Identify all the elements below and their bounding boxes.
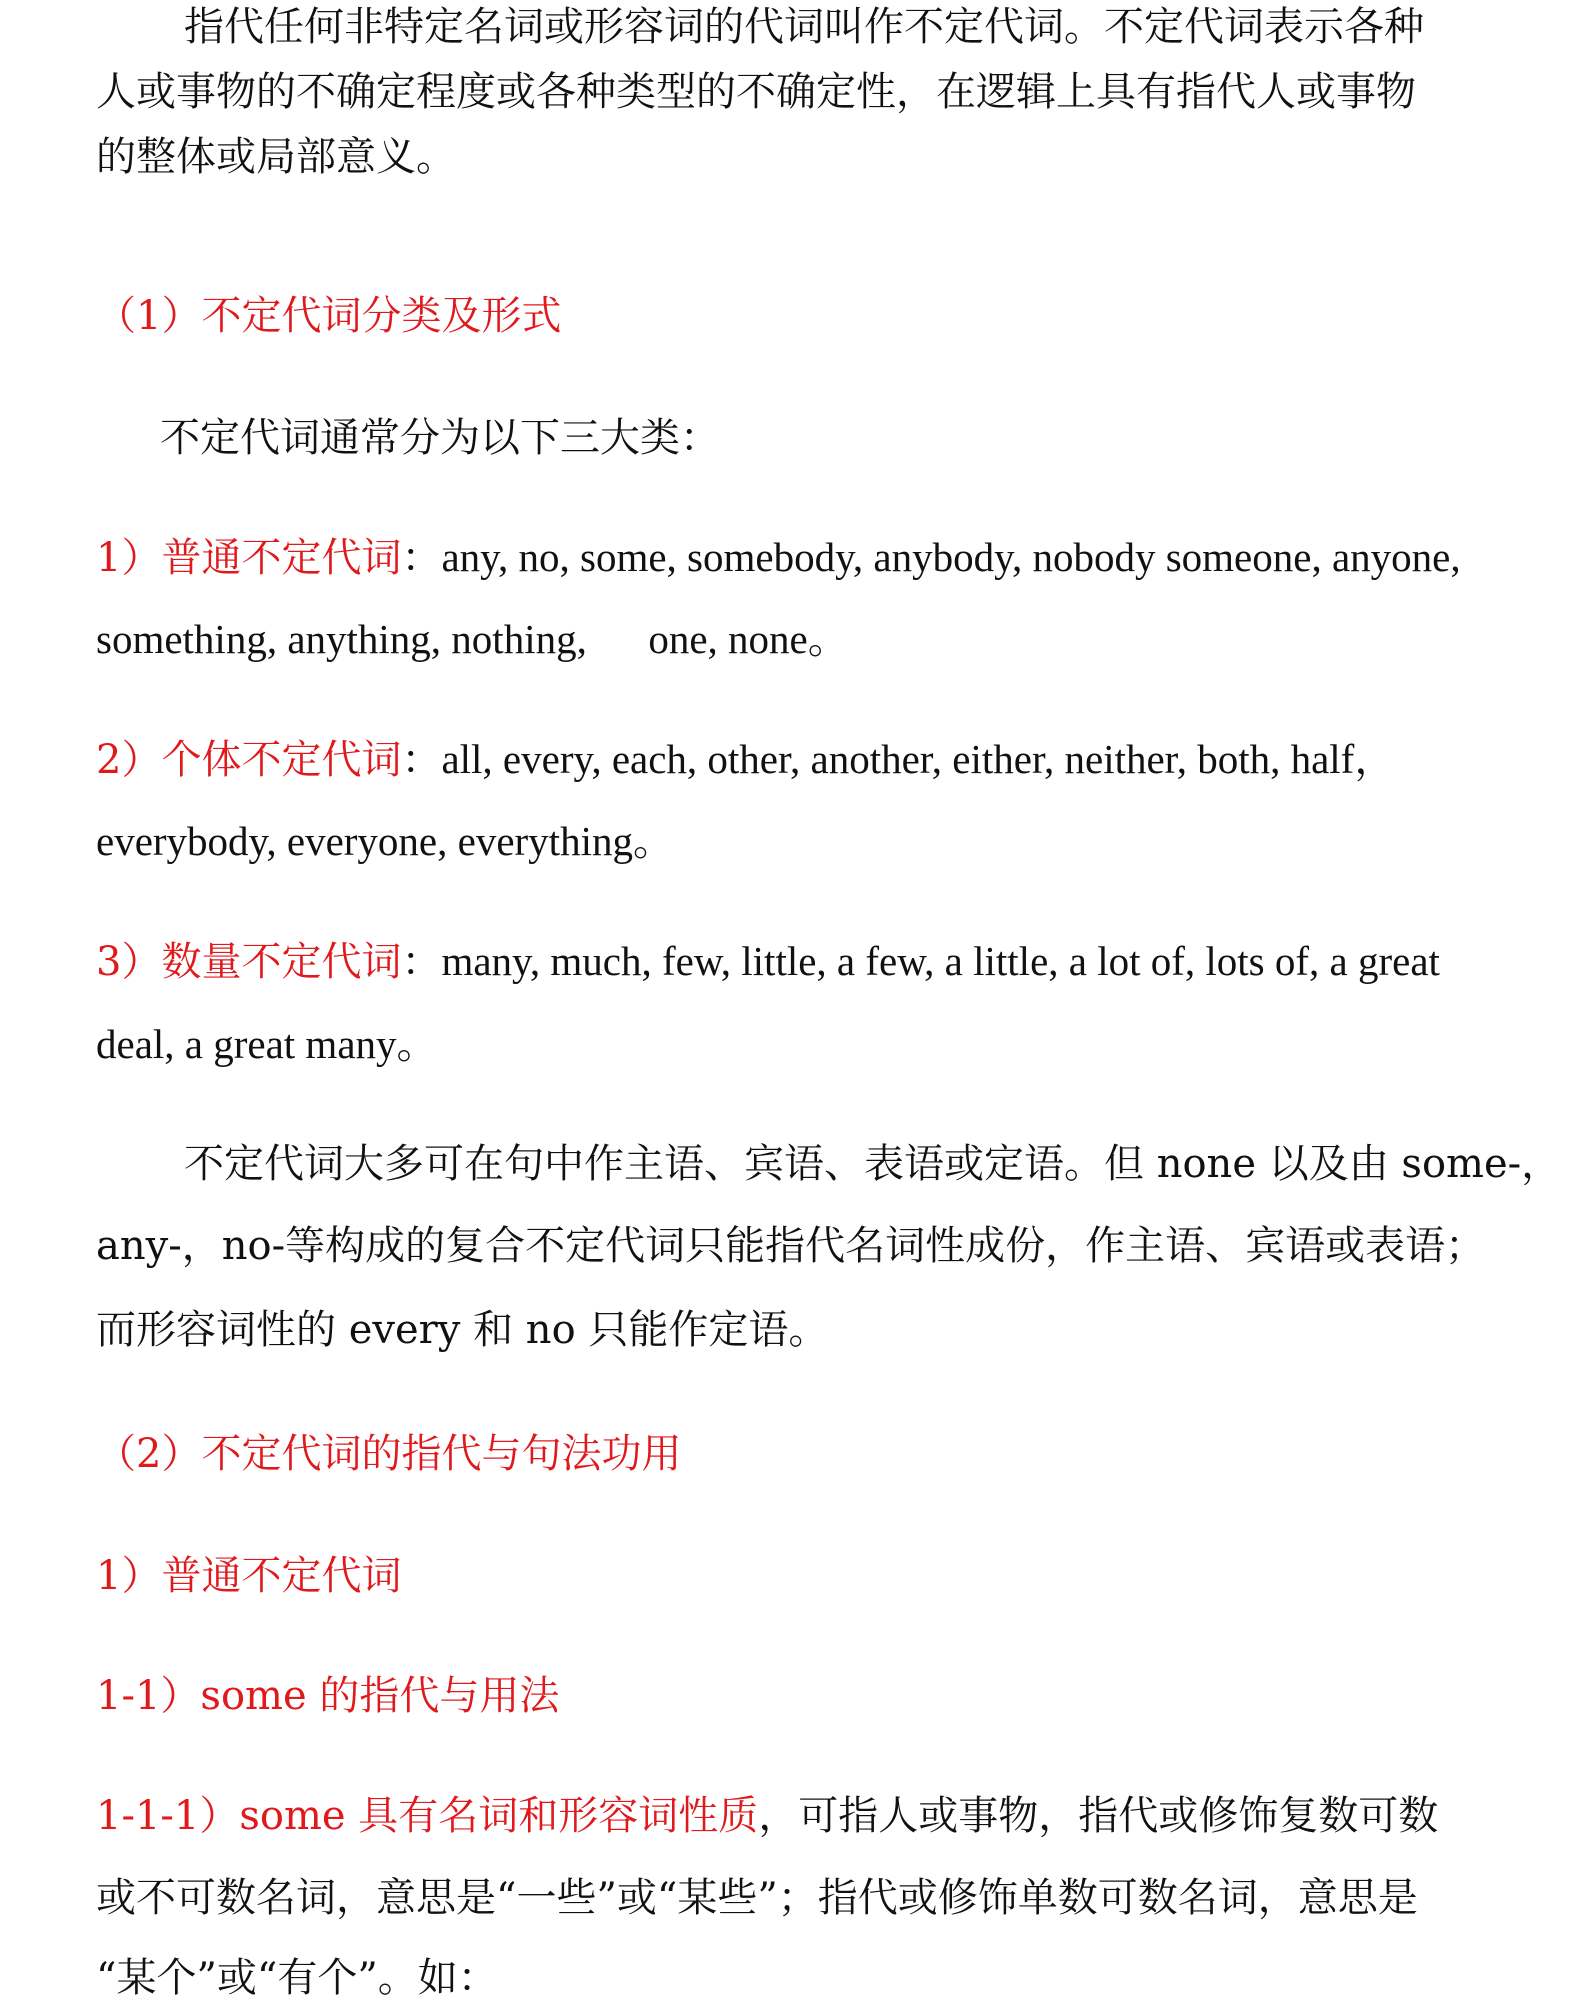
section-1-heading: （1）不定代词分类及形式 xyxy=(96,293,562,339)
point-1-1-1-line-2: 或不可数名词，意思是“一些”或“某些”；指代或修饰单数可数名词，意思是 xyxy=(96,1875,1418,1921)
category-1-label: 1）普通不定代词 xyxy=(96,535,402,581)
category-3-label: 3）数量不定代词 xyxy=(96,939,402,985)
category-2-label: 2）个体不定代词 xyxy=(96,737,402,783)
intro-line-2: 人或事物的不确定程度或各种类型的不确定性，在逻辑上具有指代人或事物 xyxy=(96,69,1416,115)
category-1-separator: ： xyxy=(401,535,442,581)
category-2-words: all, every, each, other, another, either, neither, both, half， xyxy=(441,736,1396,782)
category-3-line-2: deal, a great many。 xyxy=(96,1021,438,1067)
point-1-1-1-label: 1-1-1）some 具有名词和形容词性质 xyxy=(96,1793,759,1839)
subsection-1-heading: 1）普通不定代词 xyxy=(96,1553,402,1599)
category-1-line-2: something, anything, nothing, one, none。 xyxy=(96,616,849,662)
category-1-words: any, no, some, somebody, anybody, nobody someone, anyone, xyxy=(441,534,1461,580)
point-1-1-1-line-1 xyxy=(96,1786,1438,1846)
category-3-words: many, much, few, little, a few, a little, a lot of, lots of, a great xyxy=(441,938,1440,984)
subsection-1-1-heading: 1-1）some 的指代与用法 xyxy=(96,1673,560,1719)
intro-line-3: 的整体或局部意义。 xyxy=(96,134,456,180)
category-2-line-1 xyxy=(96,729,1395,790)
point-1-1-1-line-3: “某个”或“有个”。如： xyxy=(96,1955,498,2001)
usage-line-3: 而形容词性的 every 和 no 只能作定语。 xyxy=(96,1307,829,1353)
section-1-lead: 不定代词通常分为以下三大类： xyxy=(160,415,720,461)
category-2-line-2: everybody, everyone, everything。 xyxy=(96,818,674,864)
section-2-heading: （2）不定代词的指代与句法功用 xyxy=(96,1431,682,1477)
category-3-separator: ： xyxy=(401,939,442,985)
category-3-line-1 xyxy=(96,931,1440,992)
usage-line-2: any-，no-等构成的复合不定代词只能指代名词性成份，作主语、宾语或表语； xyxy=(96,1223,1486,1269)
usage-line-1: 不定代词大多可在句中作主语、宾语、表语或定语。但 none 以及由 some-， xyxy=(184,1141,1562,1187)
intro-line-1: 指代任何非特定名词或形容词的代词叫作不定代词。不定代词表示各种 xyxy=(184,4,1424,50)
category-2-separator: ： xyxy=(401,737,442,783)
point-1-1-1-line-1-rest: ，可指人或事物，指代或修饰复数可数 xyxy=(758,1793,1439,1839)
category-1-line-1 xyxy=(96,527,1461,588)
